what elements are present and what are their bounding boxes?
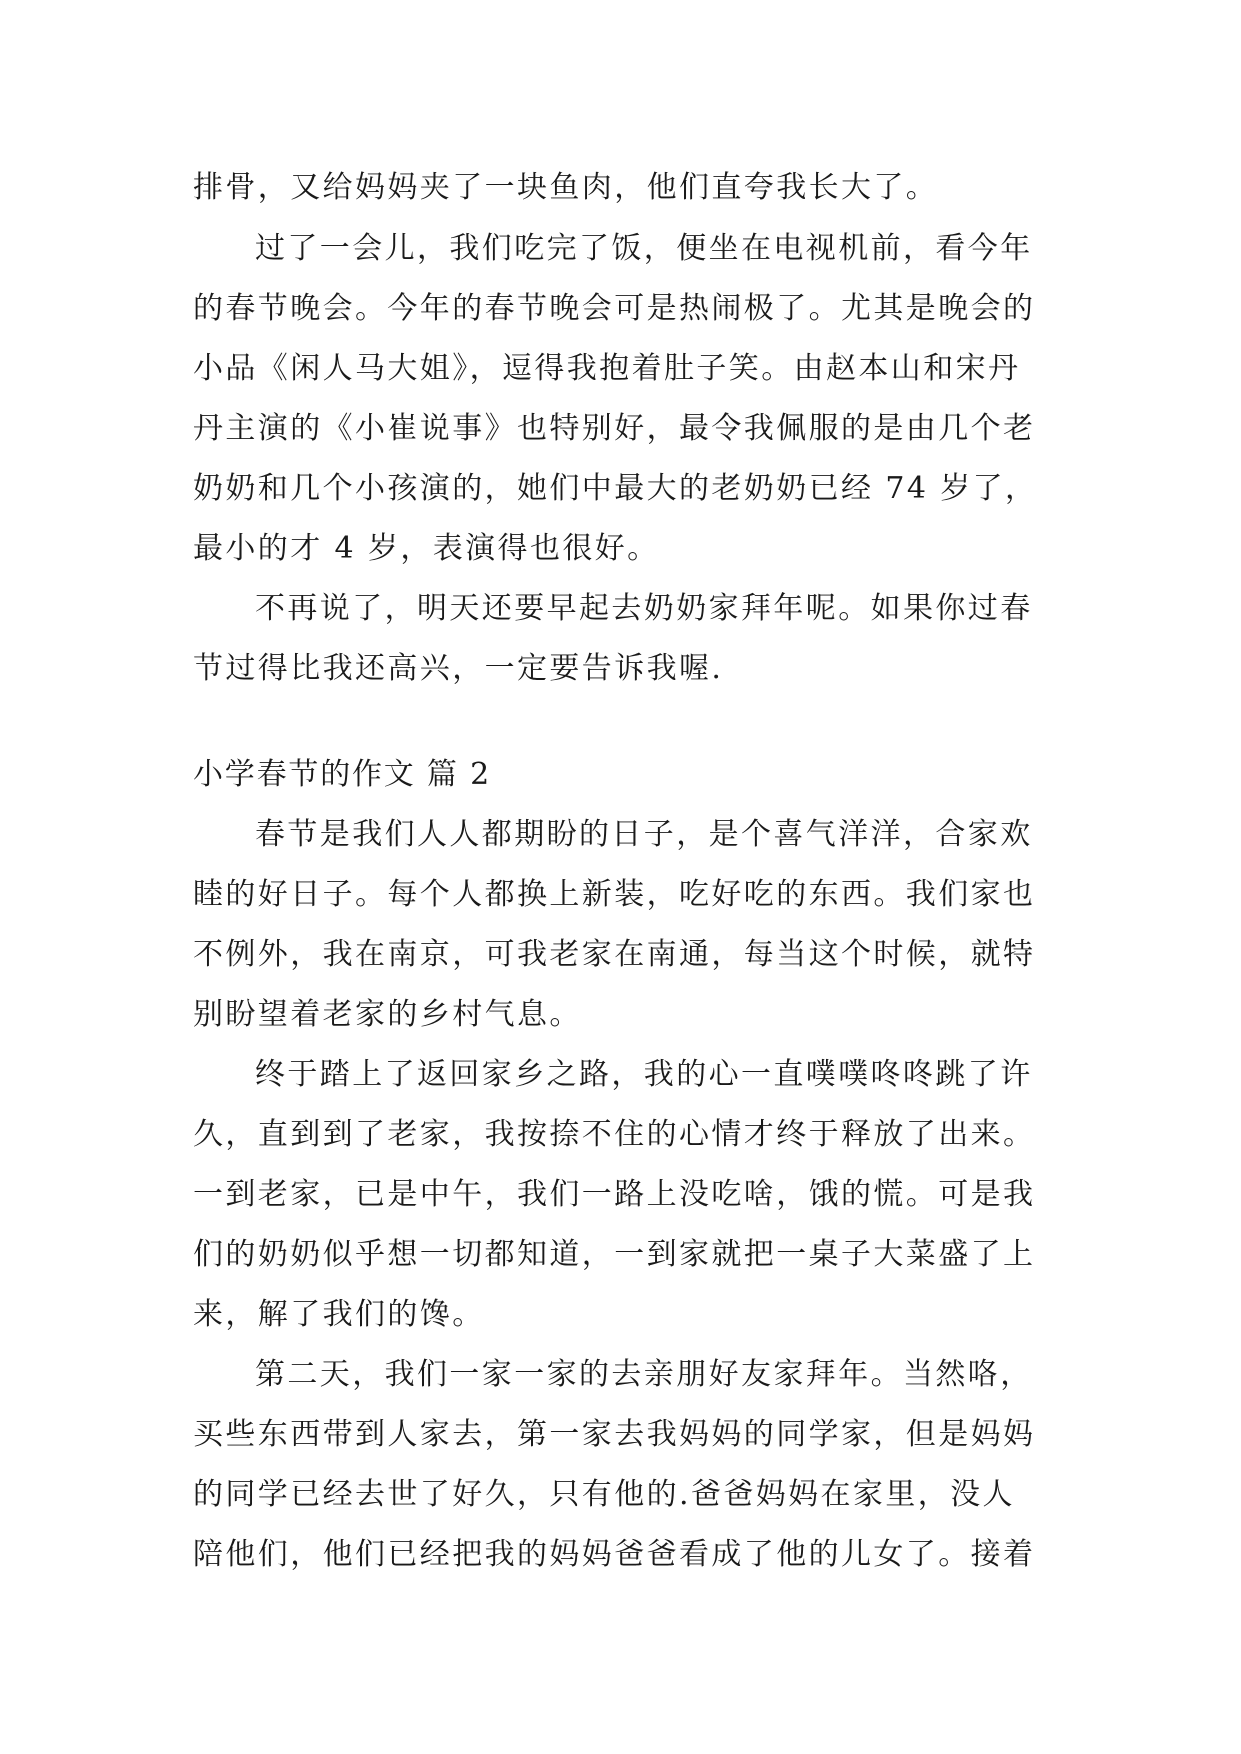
text-line: 睦的好日子。每个人都换上新装，吃好吃的东西。我们家也 bbox=[193, 877, 1036, 912]
section-heading: 小学春节的作文 篇 2 bbox=[193, 757, 491, 792]
text-line: 奶奶和几个小孩演的，她们中最大的老奶奶已经 74 岁了， bbox=[193, 471, 1038, 506]
text-line: 的同学已经去世了好久，只有他的.爸爸妈妈在家里，没人 bbox=[193, 1477, 1015, 1512]
paragraph-first-line: 第二天，我们一家一家的去亲朋好友家拜年。当然咯， bbox=[255, 1357, 1033, 1392]
text-line: 最小的才 4 岁，表演得也很好。 bbox=[193, 531, 660, 566]
text-line: 们的奶奶似乎想一切都知道，一到家就把一桌子大菜盛了上 bbox=[193, 1237, 1036, 1272]
text-line: 丹主演的《小崔说事》也特别好，最令我佩服的是由几个老 bbox=[193, 411, 1036, 446]
text-line: 别盼望着老家的乡村气息。 bbox=[193, 997, 582, 1032]
paragraph-first-line: 过了一会儿，我们吃完了饭，便坐在电视机前，看今年 bbox=[255, 231, 1033, 266]
text-line: 小品《闲人马大姐》，逗得我抱着肚子笑。由赵本山和宋丹 bbox=[193, 351, 1021, 386]
paragraph-first-line: 终于踏上了返回家乡之路，我的心一直噗噗咚咚跳了许 bbox=[255, 1057, 1033, 1092]
text-line: 久，直到到了老家，我按捺不住的心情才终于释放了出来。 bbox=[193, 1117, 1036, 1152]
paragraph-first-line: 不再说了，明天还要早起去奶奶家拜年呢。如果你过春 bbox=[255, 591, 1033, 626]
text-line: 买些东西带到人家去，第一家去我妈妈的同学家，但是妈妈 bbox=[193, 1417, 1036, 1452]
text-line: 陪他们，他们已经把我的妈妈爸爸看成了他的儿女了。接着 bbox=[193, 1537, 1036, 1572]
text-line: 来，解了我们的馋。 bbox=[193, 1297, 485, 1332]
text-line: 的春节晚会。今年的春节晚会可是热闹极了。尤其是晚会的 bbox=[193, 291, 1036, 326]
text-line: 一到老家，已是中午，我们一路上没吃啥，饿的慌。可是我 bbox=[193, 1177, 1036, 1212]
text-line: 节过得比我还高兴，一定要告诉我喔. bbox=[193, 651, 724, 686]
text-line: 不例外，我在南京，可我老家在南通，每当这个时候，就特 bbox=[193, 937, 1036, 972]
paragraph-first-line: 春节是我们人人都期盼的日子，是个喜气洋洋，合家欢 bbox=[255, 817, 1033, 852]
text-line: 排骨，又给妈妈夹了一块鱼肉，他们直夸我长大了。 bbox=[193, 170, 939, 205]
